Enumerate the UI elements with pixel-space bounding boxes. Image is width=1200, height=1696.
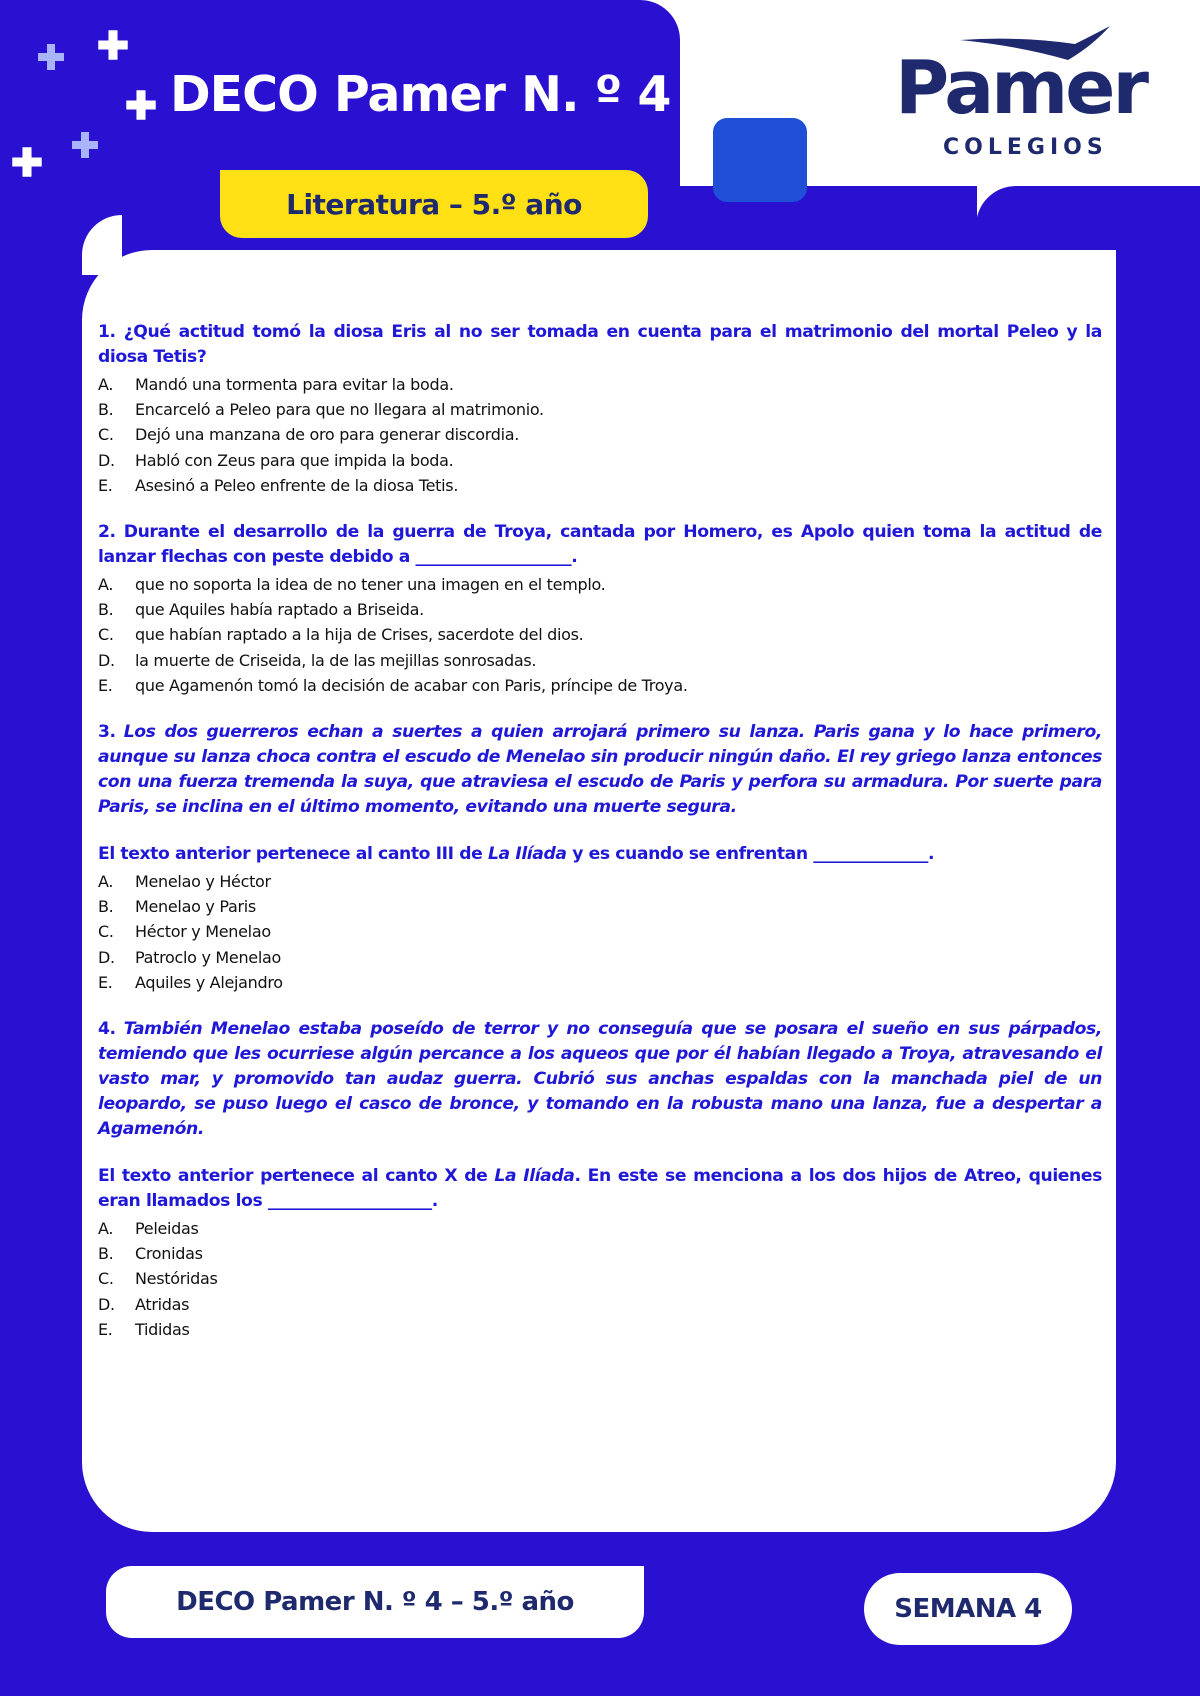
option-text: Cronidas [135, 1244, 203, 1264]
decor-blue-square [713, 118, 807, 202]
option-text: Encarceló a Peleo para que no llegara al matrimonio. [135, 400, 544, 420]
option-text: Nestóridas [135, 1269, 218, 1289]
option-letter: B. [98, 400, 114, 420]
question-number: 4. [98, 1019, 116, 1040]
option-letter: C. [98, 625, 114, 645]
option-text: que Agamenón tomó la decisión de acabar con Paris, príncipe de Troya. [135, 675, 688, 695]
book-title: La Ilíada [494, 1166, 575, 1187]
plus-sparkle-icon [96, 28, 130, 62]
question-passage [98, 1017, 1102, 1142]
option-a [98, 1216, 1102, 1241]
option-d [98, 448, 1102, 473]
question-1 [98, 320, 1102, 498]
lead-text: y es cuando se enfrentan ______________. [566, 844, 935, 865]
footer-week-badge: SEMANA 4 [864, 1573, 1072, 1645]
option-text: Atridas [135, 1294, 190, 1314]
question-number: 2. [98, 522, 116, 543]
option-letter: A. [98, 575, 114, 595]
option-b [98, 894, 1102, 919]
option-text: Asesinó a Peleo enfrente de la diosa Tetis. [135, 475, 459, 495]
plus-sparkle-icon [124, 88, 158, 122]
option-text: que habían raptado a la hija de Crises, sacerdote del dios. [135, 625, 584, 645]
option-text: Mandó una tormenta para evitar la boda. [135, 375, 454, 394]
plus-sparkle-icon [10, 145, 44, 179]
question-4 [98, 1017, 1102, 1342]
option-letter: D. [98, 947, 115, 967]
option-text: Tididas [135, 1319, 190, 1339]
option-text: Peleidas [135, 1219, 199, 1239]
option-d [98, 648, 1102, 673]
option-b [98, 597, 1102, 622]
logo-sub: COLEGIOS [943, 135, 1108, 160]
option-text: Menelao y Paris [135, 897, 256, 917]
option-letter: C. [98, 425, 114, 445]
option-text: Héctor y Menelao [135, 922, 271, 942]
option-e [98, 1317, 1102, 1342]
option-list [98, 372, 1102, 498]
question-lead [98, 842, 1102, 867]
question-number: 1. [98, 322, 116, 342]
option-b [98, 397, 1102, 422]
option-list [98, 572, 1102, 698]
option-e [98, 673, 1102, 698]
decor-blue-block [976, 186, 1200, 250]
option-letter: D. [98, 650, 115, 670]
question-text: Durante el desarrollo de la guerra de Troya, cantada por Homero, es Apolo quien toma la actitud de lanzar flechas con peste debido a ___________________. [98, 522, 1102, 568]
question-text: ¿Qué actitud tomó la diosa Eris al no ser tomada en cuenta para el matrimonio del mortal Peleo y la diosa Tetis? [98, 322, 1102, 367]
option-b [98, 1241, 1102, 1266]
option-text: que Aquiles había raptado a Briseida. [135, 600, 424, 620]
option-list [98, 869, 1102, 995]
option-a [98, 372, 1102, 397]
option-e [98, 970, 1102, 995]
option-c [98, 1266, 1102, 1291]
option-text: Menelao y Héctor [135, 872, 271, 892]
option-list [98, 1216, 1102, 1342]
option-letter: B. [98, 897, 114, 917]
footer-deco-label: DECO Pamer N. º 4 – 5.º año [106, 1566, 644, 1638]
option-letter: A. [98, 1219, 114, 1239]
pamer-logo [895, 26, 1145, 166]
book-title: La Ilíada [487, 844, 567, 865]
option-letter: E. [98, 1319, 113, 1339]
passage-text: También Menelao estaba poseído de terror y no conseguía que se posara el sueño en sus párpados, temiendo que les ocurriese algún percance a los aqueos que por él habían llegado a Troya, atravesando el vasto mar, y promovido tan audaz guerra. Cubrió sus anchas espaldas con la manchada piel de un leopardo, se puso luego el casco de bronce, y tomando en la robusta mano una lanza, fue a despertar a Agamenón. [98, 1019, 1102, 1140]
question-stem [98, 320, 1102, 370]
option-a [98, 869, 1102, 894]
page-title: DECO Pamer N. º 4 [170, 66, 671, 123]
option-c [98, 919, 1102, 944]
option-text: Habló con Zeus para que impida la boda. [135, 450, 454, 470]
option-a [98, 572, 1102, 597]
option-letter: B. [98, 1244, 114, 1264]
lead-text: . En este se menciona a los dos hijos de Atreo, quienes eran llamados los ____________________. [98, 1166, 1102, 1212]
option-letter: C. [98, 922, 114, 942]
question-stem [98, 520, 1102, 570]
logo-word: Pamer [895, 45, 1146, 131]
passage-text: Los dos guerreros echan a suertes a quien arrojará primero su lanza. Paris gana y lo hace primero, aunque su lanza choca contra el escudo de Menelao sin producir ningún daño. El rey griego lanza entonces con una fuerza tremenda la suya, que atraviesa el escudo de Paris y perfora su armadura. Por suerte para Paris, se inclina en el último momento, evitando una muerte segura. [98, 722, 1102, 818]
option-letter: E. [98, 675, 113, 695]
question-2 [98, 520, 1102, 698]
question-passage [98, 720, 1102, 820]
option-d [98, 1292, 1102, 1317]
option-text: Patroclo y Menelao [135, 947, 281, 967]
option-letter: E. [98, 475, 113, 495]
option-c [98, 422, 1102, 447]
lead-text: El texto anterior pertenece al canto X de [98, 1166, 495, 1187]
option-text: que no soporta la idea de no tener una imagen en el templo. [135, 575, 606, 595]
option-text: Dejó una manzana de oro para generar discordia. [135, 425, 520, 445]
option-letter: D. [98, 1294, 115, 1314]
option-letter: D. [98, 450, 115, 470]
plus-sparkle-icon [70, 130, 100, 160]
question-3 [98, 720, 1102, 995]
option-letter: E. [98, 972, 113, 992]
subject-tab: Literatura – 5.º año [220, 170, 648, 238]
question-number: 3. [98, 722, 116, 743]
question-list [98, 320, 1102, 1364]
option-letter: A. [98, 375, 114, 394]
lead-text: El texto anterior pertenece al canto III de [98, 844, 488, 865]
option-c [98, 622, 1102, 647]
option-text: la muerte de Criseida, la de las mejillas sonrosadas. [135, 650, 537, 670]
option-e [98, 473, 1102, 498]
option-letter: B. [98, 600, 114, 620]
option-d [98, 945, 1102, 970]
option-text: Aquiles y Alejandro [135, 972, 283, 992]
option-letter: A. [98, 872, 114, 892]
option-letter: C. [98, 1269, 114, 1289]
question-lead [98, 1164, 1102, 1214]
plus-sparkle-icon [36, 42, 66, 72]
